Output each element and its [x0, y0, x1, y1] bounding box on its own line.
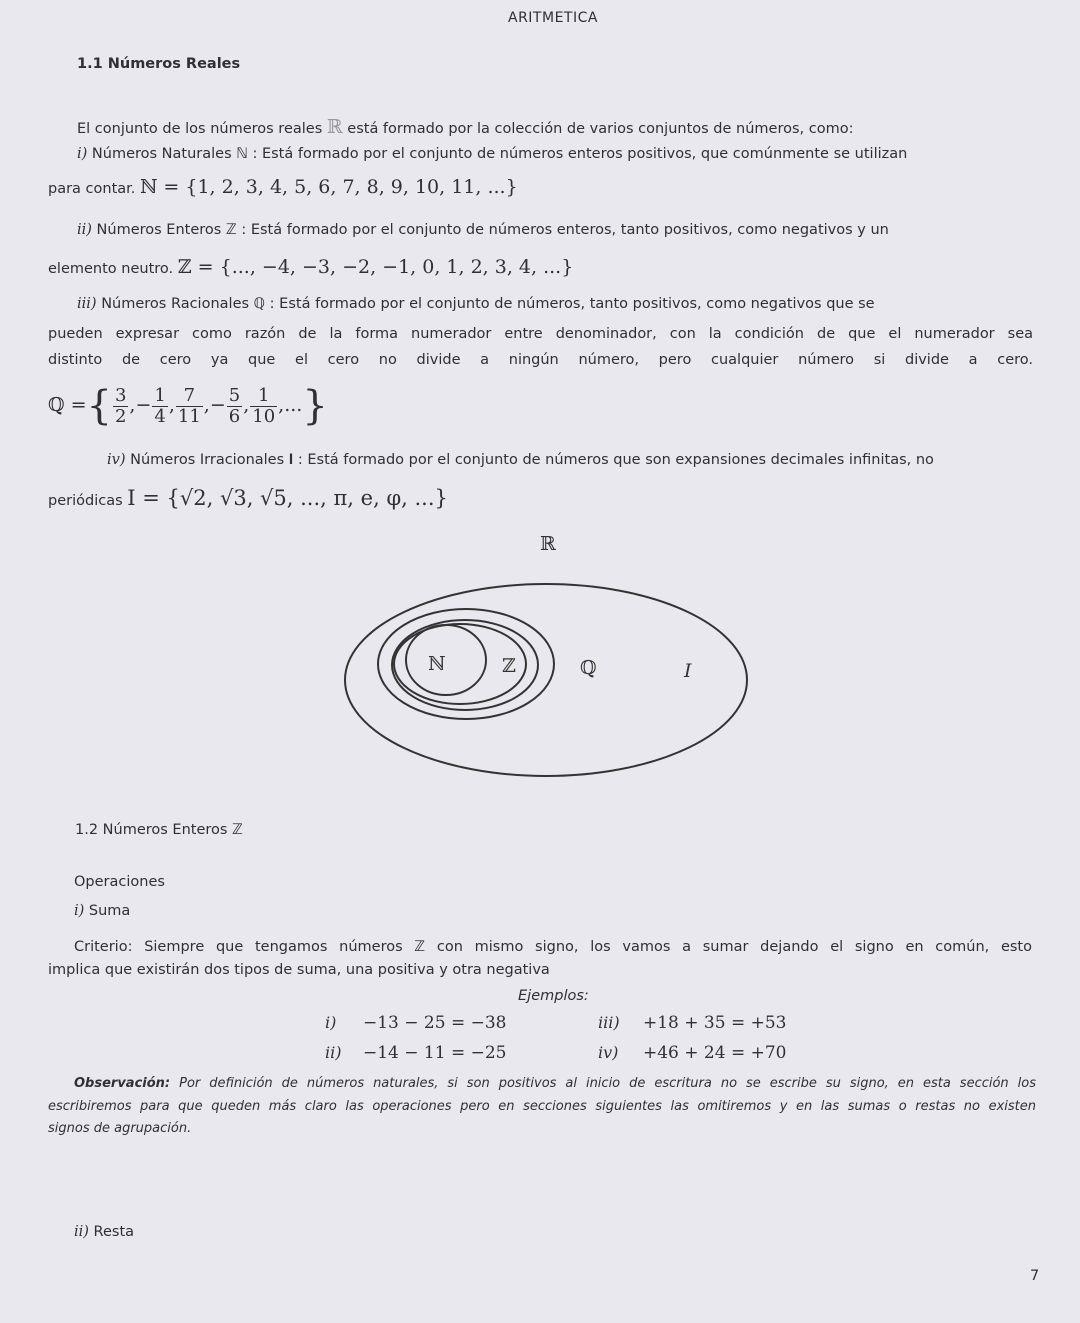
- example: [325, 1013, 507, 1033]
- item-text: pueden expresar como razón de la forma numerador entre denominador, con la condición de que el numerador sea: [48, 326, 1033, 342]
- label-I: I: [684, 660, 692, 682]
- item-number: ii): [74, 1224, 89, 1240]
- intro-after: está formado por la colección de varios conjuntos de números, como:: [347, 121, 854, 137]
- item-text: distinto de cero ya que el cero no divide a ningún número, pero cualquier número si divide a cero.: [48, 352, 1033, 368]
- fraction-sign: −: [209, 394, 226, 416]
- comma: ,: [203, 394, 210, 416]
- item-number: ii): [77, 222, 92, 238]
- operations-label: Operaciones: [74, 874, 165, 890]
- set-N-ellipse: [406, 625, 486, 695]
- denominator: 4: [154, 405, 166, 427]
- label-R: ℝ: [540, 533, 556, 555]
- numerator: 5: [228, 384, 241, 406]
- reals-symbol: ℝ: [326, 116, 343, 138]
- item-number: i): [74, 903, 85, 919]
- comma: ,: [243, 394, 250, 416]
- item-text: Números Irracionales 𝐈 : Está formado por el conjunto de números que son expansiones decimales infinitas, no: [130, 452, 934, 468]
- example-expr: +46 + 24 = +70: [643, 1043, 787, 1063]
- label-Q: ℚ: [580, 657, 597, 679]
- racionales-set: ℚ ={ $\frac{3}{2}$ ,− $\frac{1}{4}$ , $\frac{7}{11}$ ,− $\frac{5}{6}$ , $\frac{1}{10}$ ,...}: [48, 383, 328, 429]
- denominator: 6: [228, 405, 241, 427]
- example-expr: −13 − 25 = −38: [363, 1013, 507, 1033]
- observation-label: Observación:: [74, 1076, 171, 1091]
- observation-text: Por definición de números naturales, si son positivos al inicio de escritura no se escribe su signo, en esta sección los: [179, 1076, 1036, 1091]
- fraction-sign: −: [135, 394, 152, 416]
- set-math: ℕ = {1, 2, 3, 4, 5, 6, 7, 8, 9, 10, 11, ...}: [140, 176, 518, 198]
- observation-text: escribiremos para que queden más claro las operaciones pero en secciones siguientes las omitiremos y en las sumas o restas no existen: [48, 1099, 1036, 1114]
- set-Q-ellipse: [378, 609, 554, 719]
- item-number: i): [77, 146, 88, 162]
- comma: ,: [278, 394, 285, 416]
- example-number: ii): [325, 1043, 342, 1062]
- item-text: Números Racionales ℚ : Está formado por el conjunto de números, tanto positivos, como negativos que se: [101, 296, 875, 312]
- example-number: iii): [598, 1013, 620, 1032]
- comma: ,: [129, 394, 136, 416]
- section-heading: 1.2 Números Enteros ℤ: [75, 822, 243, 838]
- denominator: 11: [177, 405, 201, 427]
- item-number: iv): [107, 452, 126, 468]
- examples-title: Ejemplos:: [518, 988, 589, 1004]
- resta-label: Resta: [93, 1224, 135, 1240]
- intro-before: El conjunto de los números reales: [77, 121, 323, 137]
- set-Z-ellipse: [392, 620, 538, 710]
- sum-heading: [74, 903, 130, 919]
- item-number: iii): [77, 296, 97, 312]
- example: [598, 1043, 787, 1063]
- example: [325, 1043, 507, 1063]
- observation: [74, 1076, 1036, 1091]
- denominator: 2: [114, 405, 127, 427]
- numerator: 1: [250, 386, 277, 407]
- page-header-title: ARITMETICA: [508, 10, 598, 26]
- item-text: elemento neutro.: [48, 261, 174, 277]
- numerator: 3: [114, 384, 127, 406]
- resta-heading: [74, 1224, 134, 1240]
- label-Z: ℤ: [502, 655, 516, 677]
- numerator: 1: [154, 384, 166, 406]
- numerator: 7: [176, 386, 203, 407]
- set-math: ℤ = {..., −4, −3, −2, −1, 0, 1, 2, 3, 4, ...}: [177, 256, 574, 278]
- item-text: Números Enteros ℤ : Está formado por el conjunto de números enteros, tanto positivos, como negativos y un: [96, 222, 889, 238]
- example-expr: −14 − 11 = −25: [363, 1043, 507, 1063]
- label-N: ℕ: [428, 653, 446, 675]
- set-prefix: ℚ =: [48, 394, 87, 416]
- criterio-text: implica que existirán dos tipos de suma, una positiva y otra negativa: [48, 962, 550, 978]
- set-suffix: ...: [284, 394, 303, 416]
- example-number: iv): [598, 1043, 619, 1062]
- comma: ,: [168, 394, 175, 416]
- example-expr: +18 + 35 = +53: [643, 1013, 787, 1033]
- criterio-text: Criterio: Siempre que tengamos números ℤ con mismo signo, los vamos a sumar dejando el signo en común, esto: [74, 939, 1032, 955]
- set-math: I = {√2, √3, √5, ..., π, e, φ, ...}: [127, 486, 448, 510]
- page-number: 7: [1030, 1268, 1040, 1284]
- example-number: i): [325, 1013, 337, 1032]
- denominator: 10: [252, 405, 276, 427]
- example: [598, 1013, 787, 1033]
- item-text: periódicas: [48, 493, 123, 509]
- item-text: para contar.: [48, 181, 136, 197]
- section-heading: 1.1 Números Reales: [77, 56, 241, 72]
- sum-label: Suma: [88, 903, 131, 919]
- item-text: Números Naturales ℕ : Está formado por el conjunto de números enteros positivos, que comúnmente se utilizan: [91, 146, 908, 162]
- observation-text: signos de agrupación.: [48, 1121, 192, 1136]
